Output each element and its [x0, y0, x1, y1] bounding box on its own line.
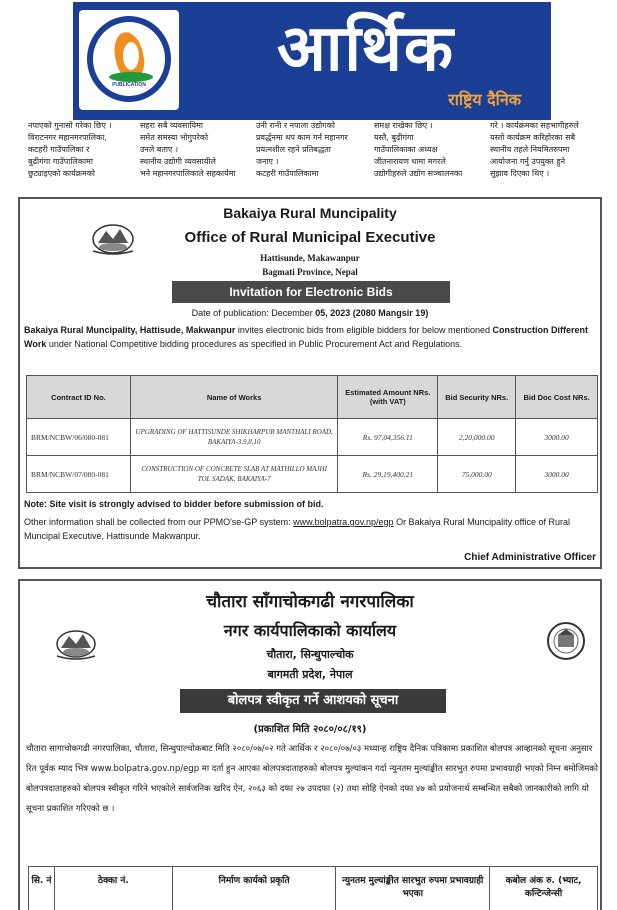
news-line: नपाएको गुनासो गरेका छिए । [28, 121, 112, 130]
notice-subtitle: Office of Rural Municipal Executive [184, 229, 436, 246]
news-line: गरे । कार्यक्रमका सहभागीहरुले [490, 121, 579, 130]
news-column [256, 120, 374, 180]
body-bold-text: Construction Different Work [24, 325, 589, 349]
notice-body [24, 323, 598, 351]
logo-ring-text: PUBLICATION [112, 82, 146, 88]
column-header: सि. नं [29, 867, 55, 910]
notice-address-line: Bagmati Province, Nepal [262, 267, 358, 277]
news-line: प्रवर्द्धनमा थप काम गर्न महानगर [256, 133, 348, 142]
contract-id-cell: BRM/NCBW/07/080-081 [27, 456, 131, 493]
publication-logo [79, 10, 179, 110]
column-header: Estimated Amount NRs. (with VAT) [338, 376, 438, 419]
column-header: Name of Works [130, 376, 338, 419]
news-line: कटहरी गाउँपालिका र [28, 145, 90, 154]
chautara-bid-notice [18, 579, 602, 910]
date-prefix: Date of publication: December [191, 308, 316, 318]
news-column [374, 120, 492, 180]
news-line: समक्ष राखेका छिए । [374, 121, 433, 130]
bid-security-cell: 2,20,000.00 [438, 419, 516, 456]
publication-date: (प्रकाशित मिति २०८०/०८/१९) [253, 724, 367, 735]
news-line: यस्तै, बुढीगंगा [374, 133, 414, 142]
table-row [27, 456, 598, 493]
info-text: Other information shall be collected from our PPMO'se-GP system: [24, 517, 294, 527]
news-line: जनाए । [256, 157, 279, 166]
news-column [140, 120, 258, 180]
publication-date [20, 308, 600, 318]
news-line: छुट्याइएको कार्यक्रमको [28, 169, 95, 178]
notice-address-line: Hattisunde, Makawanpur [260, 253, 360, 263]
site-visit-note: Note: Site visit is strongly advised to bidder before submission of bid. [24, 499, 324, 509]
column-header: Bid Doc Cost NRs. [516, 376, 598, 419]
column-header: न्युनतम मुल्यांङ्कीत सारभुत रुपमा प्रभावग्राही भएका [336, 867, 490, 910]
news-line: उद्योगीहरुले उद्योग सञ्चालनका [374, 169, 463, 178]
news-line: उनी रानी र नपाला उद्योगको [256, 121, 335, 130]
notice-body: चौतारा सागाचोकगढी नगरपालिका, चौतारा, सिन्धुपाल्चोकबाट मिति २०८०/०७/०२ गते आर्थिक र २०८०/०७/०३ मध्यान्ह राष्ट्रिय दैनिक पत्रिकामा प्रकाशित बोलपत्र आव्हानको सूचना अनुसार रित पूर्वक म्याद भित्र www.bolpatra.gov.np/egp मा दर्ता हुन आएका बोलपत्रदाताहरुको बोलपत्र मुल्यांकन गर्दा न्युनतम मुल्यांङ्कीत सारभुत रुपमा प्रभावग्राही भएको निम्न बमोजिमको बोलपत्रदाताहरुको बोलपत्र स्वीकृत गरिने भएकोले सार्वजनिक खरिद ऐन, २०६३ को दफा २७ उपदफा (२) तथा सोहि ऐनको दफा ४७ को प्रयोजनार्थ सम्बन्धित सबैको जानकारीको लागि यो सूचना प्रकाशित गरिएको छ । [26, 744, 599, 814]
news-line: भने महानगरपालिकाले सहकार्यमा [140, 169, 236, 178]
news-line: गाउँपालिकाका अध्यक्ष [374, 145, 438, 154]
column-header: निर्माण कार्यको प्रकृति [172, 867, 336, 910]
column-header: Bid Security NRs. [438, 376, 516, 419]
amount-cell: Rs. 97,04,356.11 [338, 419, 438, 456]
column-header: ठेक्का नं. [54, 867, 172, 910]
news-line: स्थानीय उद्योगी व्यवसायीले [140, 157, 216, 166]
news-column [28, 120, 146, 180]
news-line: आयोजना गर्नु उपयुक्त हुने [490, 157, 566, 166]
notice-title: Bakaiya Rural Muncipality [223, 205, 397, 221]
bid-table [26, 375, 598, 493]
news-line: सुझाव दिएका थिए । [490, 169, 550, 178]
notice-banner: Invitation for Electronic Bids [172, 281, 450, 303]
notice-banner: बोलपत्र स्वीकृत गर्ने आशयको सूचना [180, 689, 446, 713]
column-header: Contract ID No. [27, 376, 131, 419]
other-info [24, 515, 598, 543]
signatory: Chief Administrative Officer [464, 552, 596, 563]
news-line: सहरा सबै व्यवसायिमा [140, 121, 203, 130]
notice-subtitle: नगर कार्यपालिकाको कार्यालय [223, 621, 397, 640]
table-header-row [29, 867, 598, 910]
column-header: कबोल अंक रु. (भ्याट, कन्टिन्जेन्सी [490, 867, 598, 910]
news-line: उनले बताए । [140, 145, 178, 154]
brand-tagline: राष्ट्रिय दैनिक [448, 90, 521, 109]
news-line: यस्तो कार्यक्रम करिहोरका सबै [490, 133, 576, 142]
logo-emblem-icon [87, 16, 171, 102]
news-line: विराटनगर महानगरपालिका, [28, 133, 107, 142]
doc-cost-cell: 3000.00 [516, 419, 598, 456]
notice-title: चौतारा साँगाचोकगढी नगरपालिका [206, 592, 414, 612]
news-line: प्रयत्नशील रहने प्रतिबद्धता [256, 145, 331, 154]
table-header-row [27, 376, 598, 419]
amount-cell: Rs. 29,19,400.21 [338, 456, 438, 493]
table-row [27, 419, 598, 456]
notice-address-line: बागमती प्रदेश, नेपाल [267, 668, 353, 681]
doc-cost-cell: 3000.00 [516, 456, 598, 493]
news-column [490, 120, 608, 180]
bakaiya-bid-notice [18, 197, 602, 569]
notice-address-line: चौतारा, सिन्धुपाल्चोक [266, 648, 354, 661]
body-text: invites electronic bids from eligible bidders for below mentioned [235, 325, 493, 335]
work-name-cell: CONSTRUCTION OF CONCRETE SLAB AT MATHILLO MAJHI TOL SADAK, BAKAIYA-7 [130, 456, 338, 493]
info-text: Or Bakaiya Rural Muncipality office of Rural Muncipal Executive, Hattisunde Makwanpur. [24, 517, 570, 541]
date-value: 05, 2023 (2080 Mangsir 19) [315, 308, 429, 318]
news-line: कटहरी गाउँपालिकामा [256, 169, 319, 178]
body-text: under National Competitive bidding procedures as specified in Public Procurement Act and Regulations. [46, 339, 463, 349]
news-line: समेत समस्या भोगुपरेको [140, 133, 209, 142]
news-line: बुढीगंगा गाउँपालिकामा [28, 157, 93, 166]
news-line: स्थानीय तहले नियमितरुपमा [490, 145, 570, 154]
egp-link[interactable]: www.bolpatra.gov.np/egp [293, 517, 394, 527]
news-line: जीतनारायण धामा मगरले [374, 157, 446, 166]
bid-security-cell: 75,000.00 [438, 456, 516, 493]
news-column-strip [28, 120, 608, 190]
newspaper-masthead [73, 2, 551, 120]
award-table [28, 866, 598, 910]
body-bold-text: Bakaiya Rural Muncipality, Hattisude, Makwanpur [24, 325, 236, 335]
contract-id-cell: BRM/NCBW/06/080-081 [27, 419, 131, 456]
work-name-cell: UPGRADING OF HATTISUNDE SHIKHARPUR MANTHALI ROAD, BAKAIYA-3,9,8,10 [130, 419, 338, 456]
brand-title: आर्थिक [276, 12, 456, 86]
